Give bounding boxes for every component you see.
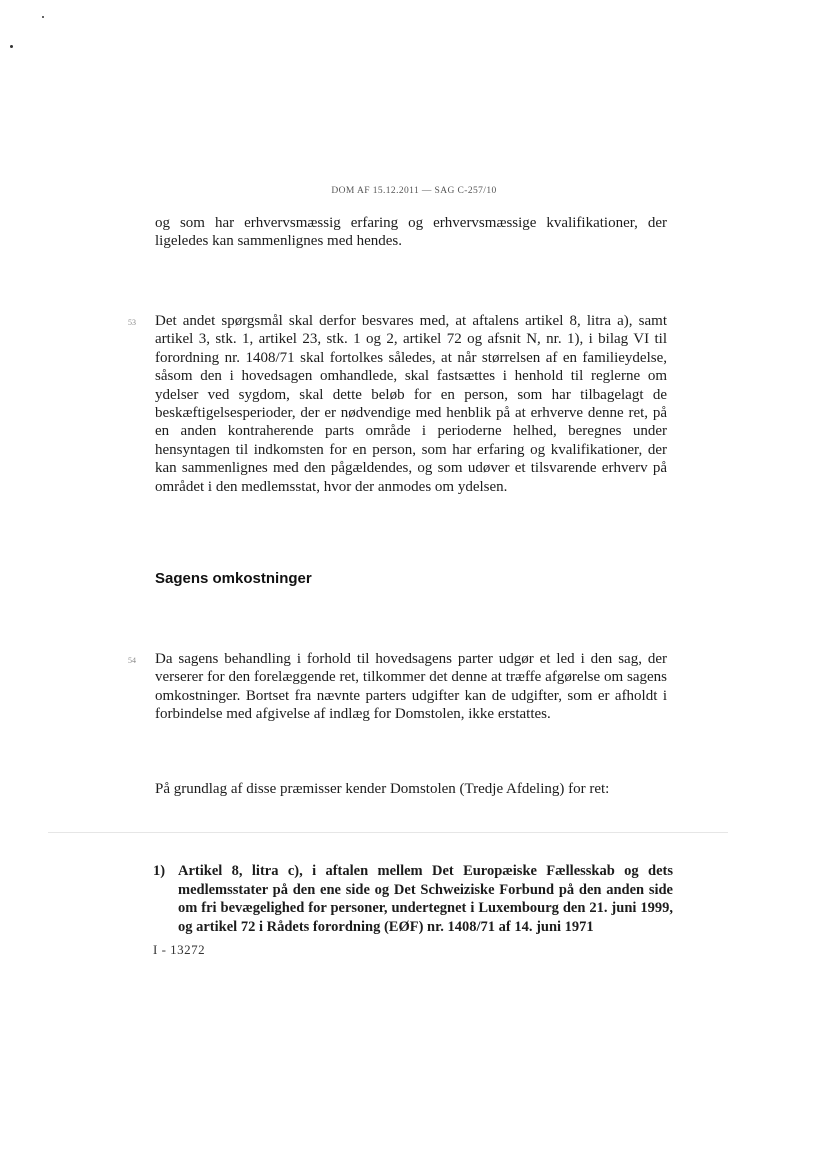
page-reference: I - 13272: [153, 942, 206, 957]
scan-speck: [10, 45, 13, 48]
paragraph-continuation: og som har erhvervsmæssig erfaring og erhvervsmæssige kvalifikationer, der ligeledes kan sammenlignes med hendes.: [155, 215, 667, 250]
paragraph-number: 54: [128, 656, 136, 665]
paragraph-number: 53: [128, 318, 136, 327]
section-heading: Sagens omkostninger: [155, 570, 312, 587]
scan-speck: [42, 16, 44, 18]
operative-part-1: [153, 862, 673, 936]
paragraph-54: Da sagens behandling i forhold til hovedsagens parter udgør et led i den sag, der verserer for den forelæggende ret, tilkommer det denne at træffe afgørelse om sagens omkostninger. Bortset fra nævnte parters udgifter kan de udgifter, som er afholdt i forbindelse med afgivelse af indlæg for Domstolen, ikke erstattes.: [155, 651, 667, 723]
scan-divider: [48, 832, 728, 833]
operative-text: Artikel 8, litra c), i aftalen mellem Det Europæiske Fællesskab og dets medlemsstater på den ene side og Det Schweiziske Forbund på den anden side om fri bevægelighed for personer, undertegnet i Luxembourg den 21. juni 1999, og artikel 72 i Rådets forordning (EØF) nr. 1408/71 af 14. juni 1971: [178, 863, 673, 935]
paragraph-53: Det andet spørgsmål skal derfor besvares med, at aftalens artikel 8, litra a), samt artikel 3, stk. 1, artikel 23, stk. 1 og 2, artikel 72 og afsnit N, nr. 1), i bilag VI til forordning nr. 1408/71 skal fortolkes således, at når størrelsen af en familieydelse, såsom den i hovedsagen omhandlede, skal fastsættes i henhold til reglerne om ydelser ved sygdom, skal dette beløb for en person, som har tilbagelagt de beskæftigelsesperioder, der er nødvendige med henblik på at erhverve denne ret, på en anden kontraherende parts område i perioderne helhed, beregnes under hensyntagen til indkomsten for en person, som har erfaring og kvalifikationer, der kan sammenlignes med den pågældendes, og som udøver et tilsvarende erhverv på området i den medlemsstat, hvor der anmodes om ydelsen.: [155, 313, 667, 495]
operative-number: 1): [153, 863, 166, 879]
operative-intro: På grundlag af disse præmisser kender Domstolen (Tredje Afdeling) for ret:: [155, 781, 610, 797]
running-header: DOM AF 15.12.2011 — SAG C-257/10: [331, 186, 497, 196]
